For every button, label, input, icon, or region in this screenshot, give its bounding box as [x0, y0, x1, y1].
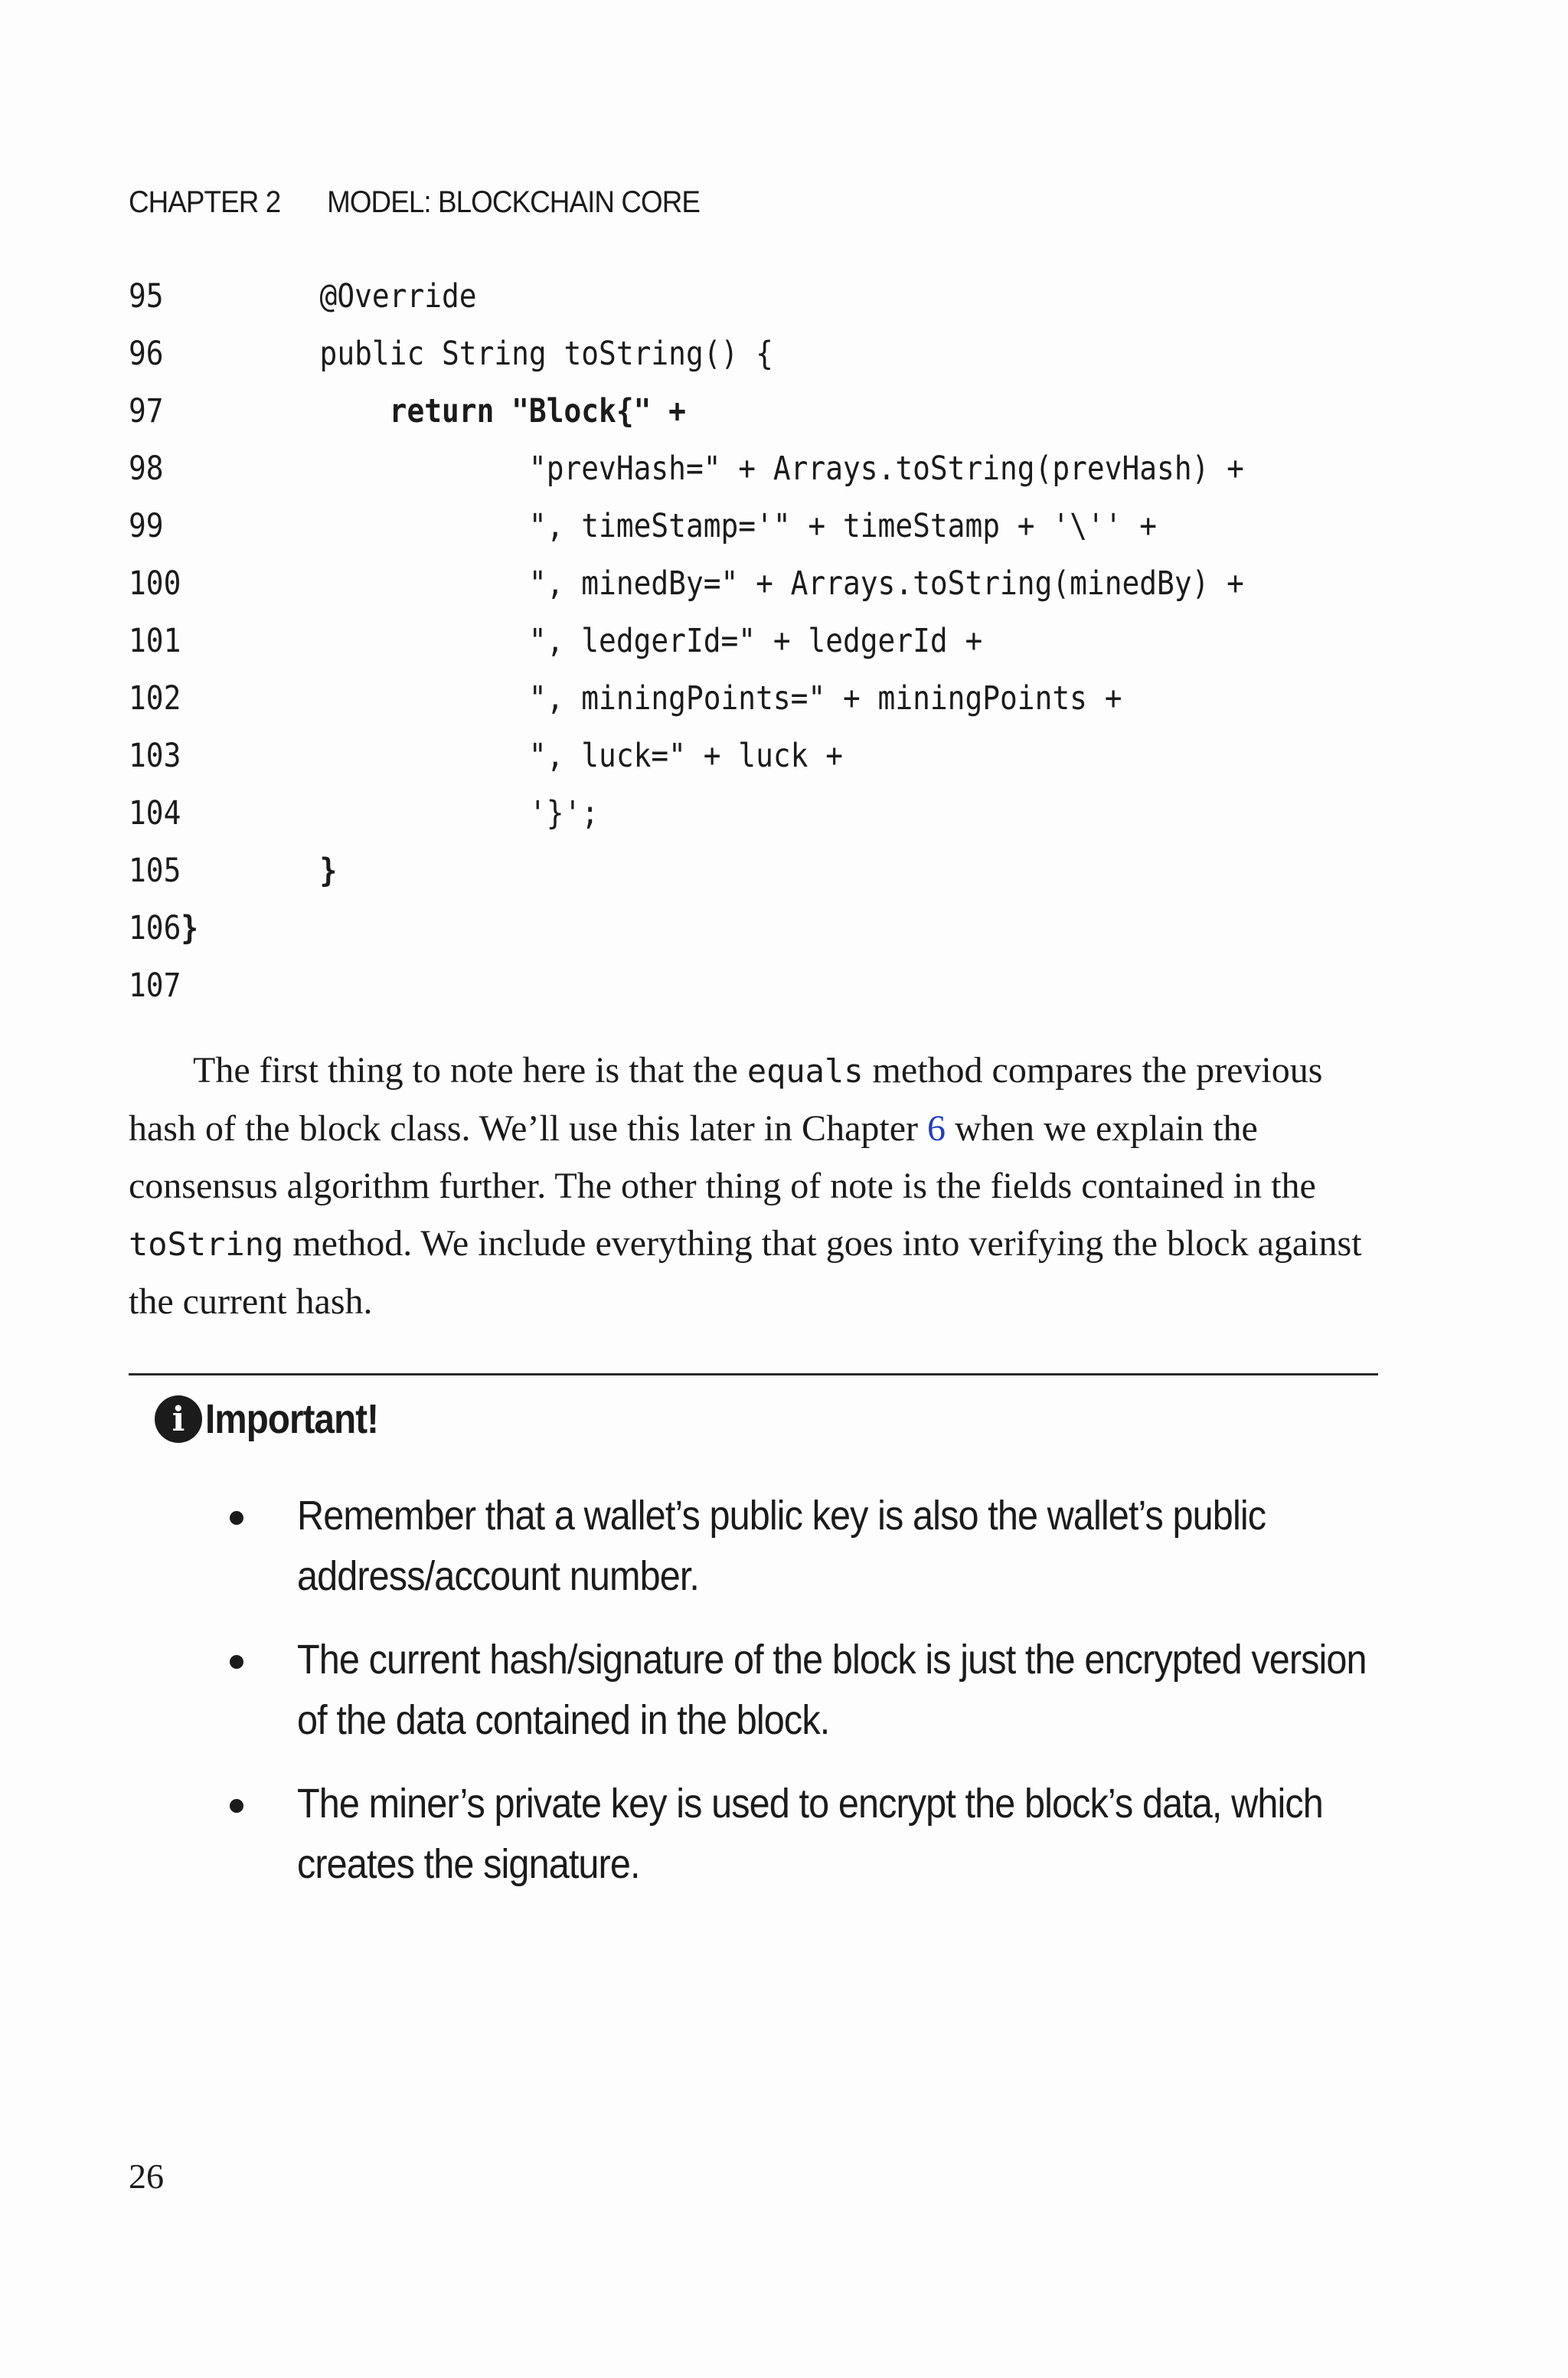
- list-item: The miner’s private key is used to encrypt the block’s data, which creates the signature.: [230, 1774, 1393, 1895]
- bullet-icon: [230, 1655, 243, 1669]
- code-line: 102 ", miningPoints=" + miningPoints +: [129, 679, 1122, 718]
- code-line: 107: [129, 967, 181, 1005]
- code-line: 97 return "Block{" +: [129, 392, 686, 430]
- list-item: The current hash/signature of the block is just the encrypted version of the data contained in the block.: [230, 1630, 1393, 1751]
- chapter-title: MODEL: BLOCKCHAIN CORE: [327, 185, 700, 219]
- code-line: 95 @Override: [129, 277, 477, 316]
- inline-code: toString: [129, 1225, 284, 1263]
- code-line: 100 ", minedBy=" + Arrays.toString(minedBy) +: [129, 564, 1244, 603]
- page-number: 26: [129, 2157, 164, 2196]
- code-line: 98 "prevHash=" + Arrays.toString(prevHash) +: [129, 450, 1244, 488]
- note-bullet-list: [230, 1486, 1393, 1918]
- note-title: Important!: [205, 1396, 379, 1442]
- divider: [129, 1373, 1378, 1375]
- body-paragraph: The first thing to note here is that the equals method compares the previous hash of the block class. We’ll use this later in Chapter 6 when we explain the consensus algorithm further. The other thing of note is the fields contained in the toString method. We include everything that goes into verifying the block against the current hash.: [129, 1050, 1362, 1322]
- code-line: 106}: [129, 909, 199, 947]
- info-icon: i: [155, 1395, 202, 1443]
- note-header: [155, 1395, 402, 1443]
- chapter-link[interactable]: 6: [927, 1108, 946, 1149]
- code-line: 103 ", luck=" + luck +: [129, 737, 843, 775]
- list-item: Remember that a wallet’s public key is also the wallet’s public address/account number.: [230, 1486, 1393, 1607]
- chapter-label: CHAPTER 2: [129, 185, 281, 219]
- code-line: 96 public String toString() {: [129, 335, 773, 373]
- bullet-icon: [230, 1799, 243, 1813]
- code-line: 99 ", timeStamp='" + timeStamp + '\'' +: [129, 507, 1158, 545]
- bullet-icon: [230, 1511, 243, 1525]
- code-line: 105 }: [129, 852, 338, 890]
- running-header: [129, 185, 700, 220]
- code-listing: [129, 268, 1244, 1015]
- inline-code: equals: [746, 1052, 864, 1090]
- code-line: 101 ", ledgerId=" + ledgerId +: [129, 622, 983, 660]
- code-line: 104 '}';: [129, 794, 599, 832]
